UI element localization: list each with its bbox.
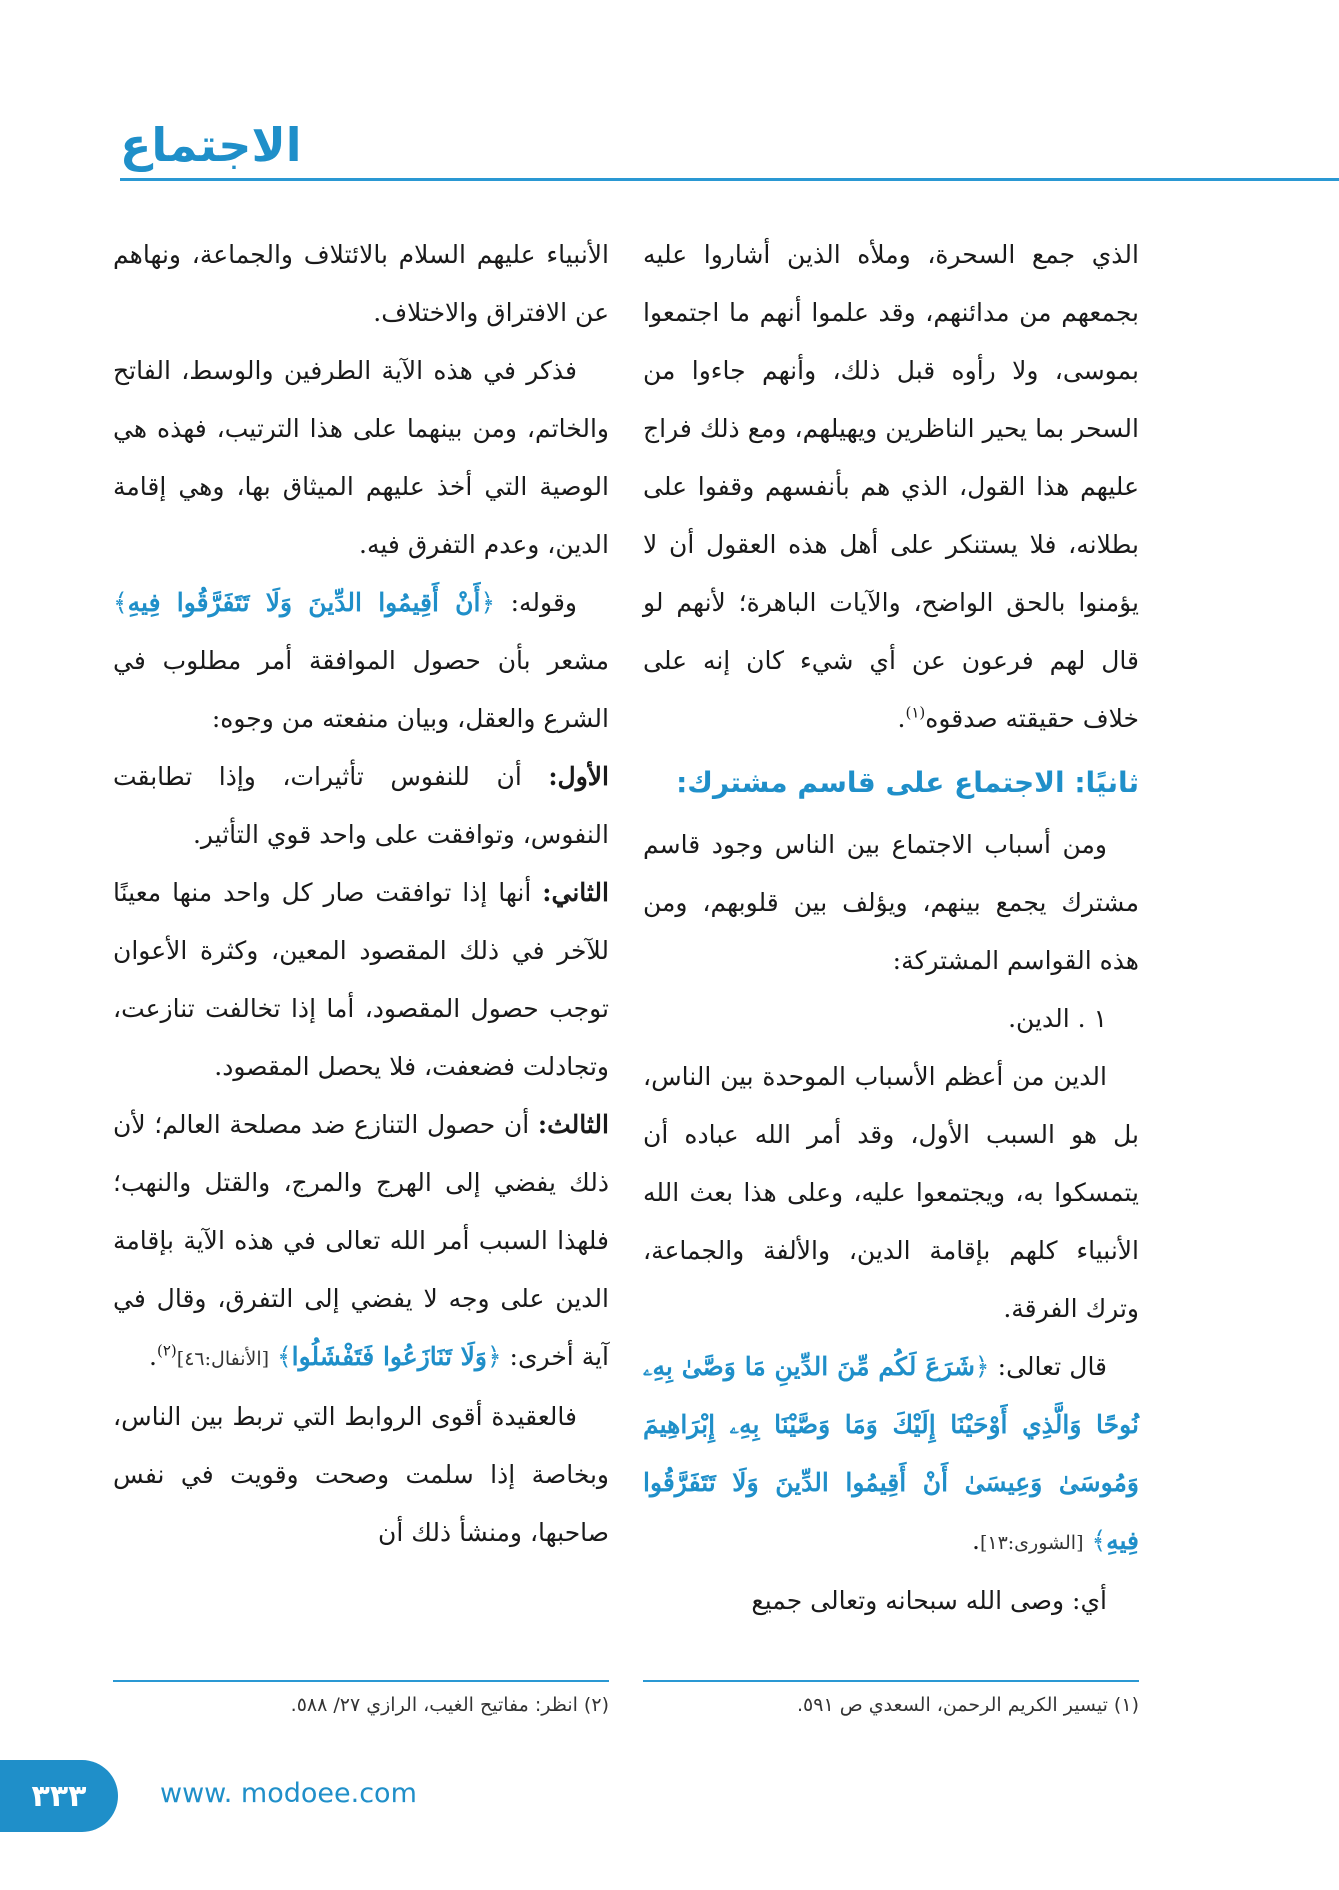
section-heading: ثانيًا: الاجتماع على قاسم مشترك: [676, 766, 1139, 799]
paragraph-text: أن للنفوس تأثيرات، وإذا تطابقت النفوس، وتوافقت على واحد قوي التأثير. [113, 762, 609, 849]
header-rule [120, 178, 1339, 181]
paragraph-text: مشعر بأن حصول الموافقة أمر مطلوب في الشرع والعقل، وبيان منفعته من وجوه: [113, 646, 609, 733]
verse-close-bracket: ﴾ [113, 588, 128, 617]
verse-reference: [الشورى:١٣] [979, 1532, 1084, 1554]
paragraph [113, 1096, 609, 1388]
verse-open-bracket: ﴿ [486, 1342, 502, 1371]
left-column [113, 226, 609, 1562]
point-label: الأول: [548, 762, 609, 791]
paragraph [643, 1338, 1139, 1572]
paragraph [113, 748, 609, 864]
footnote-1: (١) تيسير الكريم الرحمن، السعدي ص ٥٩١. [796, 1694, 1139, 1716]
quran-verse: شَرَعَ لَكُم مِّنَ الدِّينِ مَا وَصَّىٰ بِهِۦ نُوحًا وَالَّذِي أَوْحَيْنَا إِلَيْكَ وَمَا وَصَّيْنَا بِهِۦ إِبْرَاهِيمَ وَمُوسَىٰ وَعِيسَىٰ أَنْ أَقِيمُوا الدِّينَ وَلَا تَتَفَرَّقُوا فِيهِ [643, 1352, 1139, 1555]
paragraph-text: قال تعالى: [989, 1352, 1108, 1381]
quran-verse: وَلَا تَنَازَعُوا فَتَفْشَلُوا [291, 1342, 487, 1371]
paragraph: فذكر في هذه الآية الطرفين والوسط، الفاتح والخاتم، ومن بينهما على هذا الترتيب، فهذه هي الوصية التي أخذ عليهم الميثاق بها، وهي إقامة الدين، وعدم التفرق فيه. [113, 356, 609, 559]
verse-close-bracket: ﴾ [1091, 1526, 1107, 1555]
page-number: ٣٣٣ [31, 1778, 87, 1814]
right-column [643, 226, 1139, 1630]
punctuation: . [149, 1342, 157, 1371]
verse-open-bracket: ﴿ [480, 588, 496, 617]
paragraph: الدين من أعظم الأسباب الموحدة بين الناس، بل هو السبب الأول، وقد أمر الله عباده أن يتمسكوا به، ويجتمعوا عليه، وعلى هذا بعث الله الأنبياء كلهم بإقامة الدين، والألفة والجماعة، وترك الفرقة. [643, 1062, 1139, 1323]
footnote-marker[interactable]: (١) [905, 703, 926, 722]
website-link[interactable]: www. modoee.com [160, 1778, 417, 1809]
page-number-tab [0, 1760, 118, 1832]
footnote-marker[interactable]: (٢) [157, 1341, 177, 1360]
paragraph [113, 864, 609, 1096]
quran-verse: أَنْ أَقِيمُوا الدِّينَ وَلَا تَتَفَرَّقُوا فِيهِ [127, 588, 481, 617]
punctuation: . [897, 704, 906, 733]
footnote-divider [643, 1680, 1139, 1682]
verse-close-bracket: ﴾ [277, 1342, 292, 1371]
verse-reference: [الأنفال:٤٦] [176, 1348, 270, 1370]
point-label: الثاني: [542, 878, 609, 907]
paragraph [113, 574, 609, 748]
list-item: ١ . الدين. [1008, 1004, 1107, 1033]
paragraph: ومن أسباب الاجتماع بين الناس وجود قاسم مشترك يجمع بينهم، ويؤلف بين قلوبهم، ومن هذه القواسم المشتركة: [643, 830, 1139, 975]
paragraph: الأنبياء عليهم السلام بالائتلاف والجماعة، ونهاهم عن الافتراق والاختلاف. [113, 240, 609, 327]
paragraph [643, 226, 1139, 748]
paragraph-text: أن حصول التنازع ضد مصلحة العالم؛ لأن ذلك يفضي إلى الهرج والمرج، والقتل والنهب؛ فلهذا السبب أمر الله تعالى في هذه الآية بإقامة الدين على وجه لا يفضي إلى التفرق، وقال في آية أخرى: [113, 1110, 609, 1371]
footnote-divider [113, 1680, 609, 1682]
verse-open-bracket: ﴿ [974, 1352, 990, 1381]
paragraph-text: الذي جمع السحرة، وملأه الذين أشاروا عليه بجمعهم من مدائنهم، وقد علموا أنهم ما اجتمعوا بموسى، ولا رأوه قبل ذلك، وأنهم جاءوا من السحر بما يحير الناظرين ويهيلهم، ومع ذلك فراج عليهم هذا القول، الذي هم بأنفسهم وقفوا على بطلانه، فلا يستنكر على أهل هذه العقول أن لا يؤمنوا بالحق الواضح، والآيات الباهرة؛ لأنهم لو قال لهم فرعون عن أي شيء كان إنه على خلاف حقيقته صدقوه [643, 240, 1139, 733]
footnote-2: (٢) انظر: مفاتيح الغيب، الرازي ٢٧/ ٥٨٨. [290, 1694, 609, 1716]
paragraph: أي: وصى الله سبحانه وتعالى جميع [751, 1586, 1107, 1615]
header-title: الاجتماع [120, 118, 302, 172]
punctuation: . [971, 1526, 980, 1555]
paragraph-text: وقوله: [495, 588, 577, 617]
paragraph-text: أنها إذا توافقت صار كل واحد منها معينًا للآخر في ذلك المقصود المعين، وكثرة الأعوان توجب حصول المقصود، أما إذا تخالفت تنازعت، وتجادلت فضعفت، فلا يحصل المقصود. [113, 878, 609, 1081]
paragraph: فالعقيدة أقوى الروابط التي تربط بين الناس، وبخاصة إذا سلمت وصحت وقويت في نفس صاحبها، ومنشأ ذلك أن [113, 1402, 609, 1547]
point-label: الثالث: [537, 1110, 609, 1139]
